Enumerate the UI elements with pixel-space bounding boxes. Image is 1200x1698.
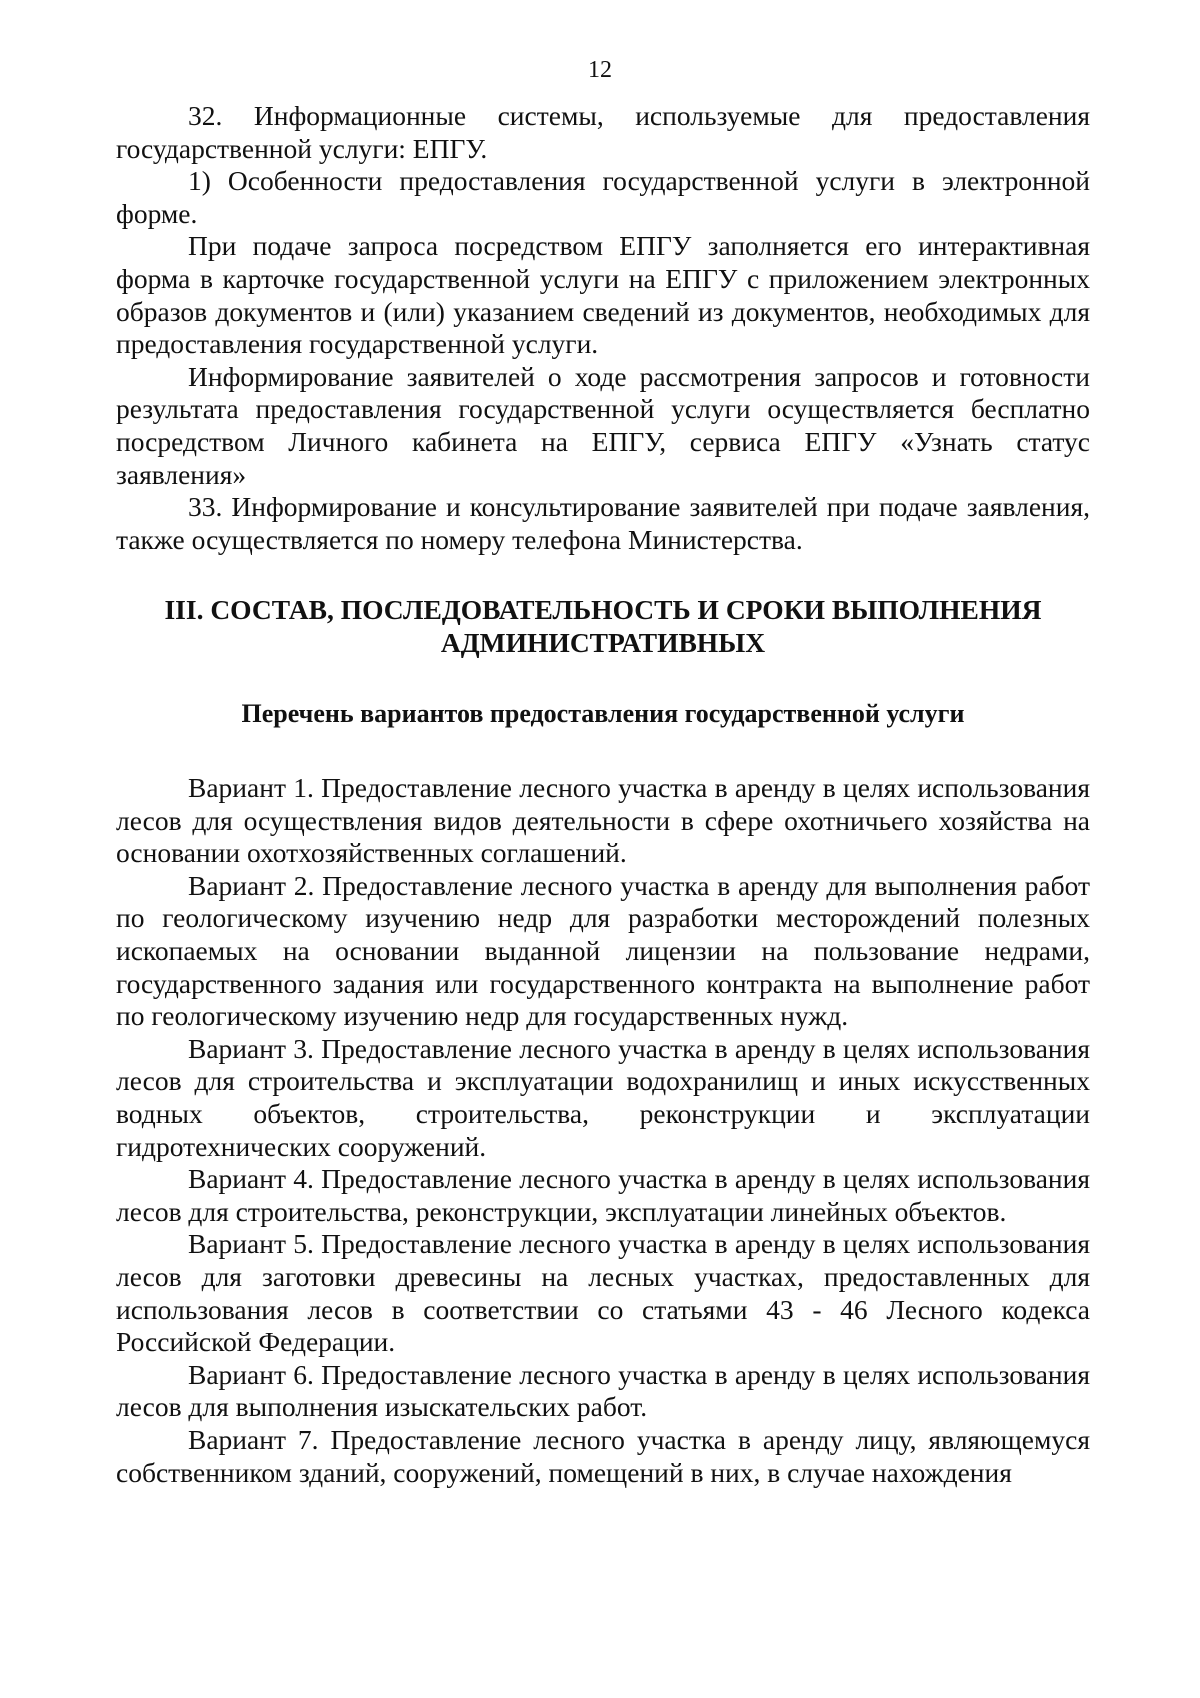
variant-paragraph: Вариант 5. Предоставление лесного участка в аренду в целях использования лесов для заготовки древесины на лесных участках, предоставленных для использования лесов в соответствии со статьями 43 - 46 Лесного кодекса Российской Федерации.: [116, 1228, 1090, 1358]
paragraph: 32. Информационные системы, используемые для предоставления государственной услуги: ЕПГУ.: [116, 100, 1090, 164]
variant-paragraph: Вариант 6. Предоставление лесного участка в аренду в целях использования лесов для выполнения изыскательских работ.: [116, 1358, 1090, 1423]
sub-heading: Перечень вариантов предоставления государственной услуги: [241, 698, 965, 728]
variant-paragraph: Вариант 4. Предоставление лесного участка в аренду в целях использования лесов для строительства, реконструкции, эксплуатации линейных объектов.: [116, 1163, 1090, 1227]
section-heading: [116, 594, 1090, 659]
variant-paragraph: Вариант 2. Предоставление лесного участка в аренду для выполнения работ по геологическому изучению недр для разработки месторождений полезных ископаемых на основании выданной лицензии на пользование недрами, государственного задания или государственного контракта на выполнение работ по геологическому изучению недр для государственных нужд.: [116, 869, 1090, 1032]
paragraph: 33. Информирование и консультирование заявителей при подаче заявления, также осуществляется по номеру телефона Министерства.: [116, 491, 1090, 555]
page-number: 12: [588, 57, 612, 83]
variant-paragraph: Вариант 7. Предоставление лесного участка в аренду лицу, являющемуся собственником зданий, сооружений, помещений в них, в случае нахождения: [116, 1423, 1090, 1488]
section-heading-line: АДМИНИСТРАТИВНЫХ: [440, 626, 766, 658]
paragraph: Информирование заявителей о ходе рассмотрения запросов и готовности результата предоставления государственной услуги осуществляется бесплатно посредством Личного кабинета на ЕПГУ, сервиса ЕПГУ «Узнать статус заявления»: [116, 360, 1090, 490]
document-body: [116, 100, 1090, 1489]
variant-paragraph: Вариант 3. Предоставление лесного участка в аренду в целях использования лесов для строительства и эксплуатации водохранилищ и иных искусственных водных объектов, строительства, реконструкции и эксплуатации гидротехнических сооружений.: [116, 1032, 1090, 1162]
paragraph: 1) Особенности предоставления государственной услуги в электронной форме.: [116, 165, 1090, 229]
variant-paragraph: Вариант 1. Предоставление лесного участка в аренду в целях использования лесов для осуществления видов деятельности в сфере охотничьего хозяйства на основании охотхозяйственных соглашений.: [116, 772, 1090, 869]
paragraph: При подаче запроса посредством ЕПГУ заполняется его интерактивная форма в карточке государственной услуги на ЕПГУ с приложением электронных образов документов и (или) указанием сведений из документов, необходимых для предоставления государственной услуги.: [116, 230, 1090, 360]
section-heading-line: III. СОСТАВ, ПОСЛЕДОВАТЕЛЬНОСТЬ И СРОКИ ВЫПОЛНЕНИЯ: [164, 594, 1042, 626]
